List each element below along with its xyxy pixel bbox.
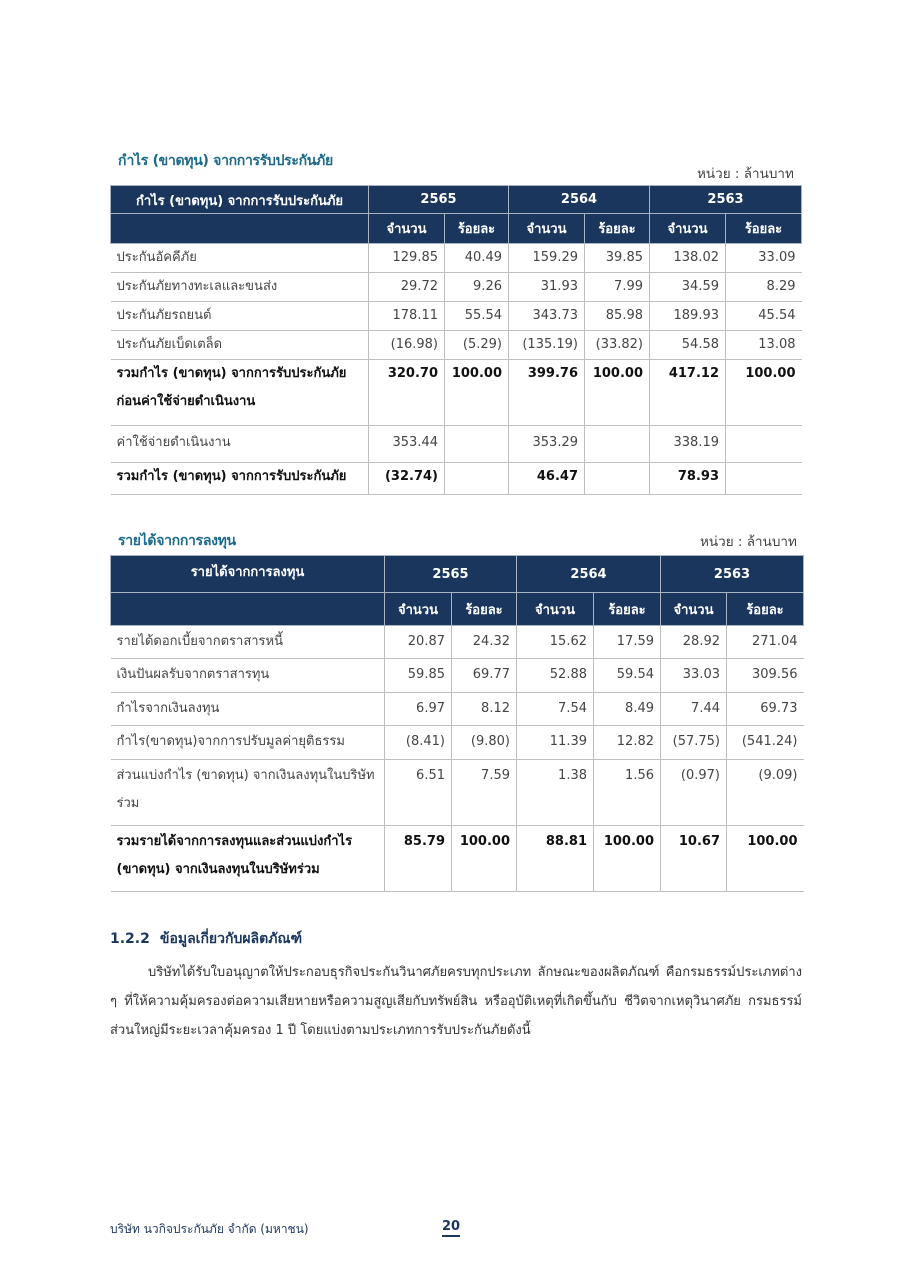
row-label-line2: ก่อนค่าใช้จ่ายดำเนินงาน	[116, 394, 256, 409]
cell-value: 11.39	[517, 726, 594, 760]
table-row	[111, 331, 802, 360]
table1-year-2565: 2565	[369, 186, 509, 214]
table2-sub-qty: จำนวน	[517, 593, 594, 626]
row-label: รวมกำไร (ขาดทุน) จากการรับประกันภัย	[111, 463, 369, 495]
cell-value: 8.29	[726, 273, 802, 302]
cell-value	[445, 463, 509, 495]
row-label: ประกันภัยรถยนต์	[111, 302, 369, 331]
cell-value: (9.80)	[452, 726, 517, 760]
table1-header-label: กำไร (ขาดทุน) จากการรับประกันภัย	[111, 186, 369, 214]
cell-value: 39.85	[585, 244, 650, 273]
table1-sub-qty: จำนวน	[509, 214, 585, 244]
cell-value: 8.12	[452, 693, 517, 726]
cell-value: 9.26	[445, 273, 509, 302]
table1-title: กำไร (ขาดทุน) จากการรับประกันภัย	[118, 153, 333, 169]
table-row-total	[111, 826, 804, 892]
cell-value: 46.47	[509, 463, 585, 495]
cell-value: 1.56	[594, 760, 661, 826]
cell-value: 100.00	[452, 826, 517, 892]
cell-value: 17.59	[594, 626, 661, 659]
cell-value: 320.70	[369, 360, 445, 426]
row-label	[111, 826, 385, 892]
cell-value: 69.77	[452, 659, 517, 693]
table1-unit: หน่วย : ล้านบาท	[697, 166, 794, 182]
cell-value: 40.49	[445, 244, 509, 273]
row-label	[111, 760, 385, 826]
section-number: 1.2.2	[110, 931, 150, 947]
cell-value	[445, 426, 509, 463]
cell-value: 353.29	[509, 426, 585, 463]
cell-value: 7.59	[452, 760, 517, 826]
table-row	[111, 693, 804, 726]
row-label: รายได้ดอกเบี้ยจากตราสารหนี้	[111, 626, 385, 659]
row-label: กำไร(ขาดทุน)จากการปรับมูลค่ายุติธรรม	[111, 726, 385, 760]
table2-sub-pct: ร้อยละ	[727, 593, 804, 626]
cell-value: 31.93	[509, 273, 585, 302]
cell-value	[585, 426, 650, 463]
cell-value: (5.29)	[445, 331, 509, 360]
cell-value: (8.41)	[385, 726, 452, 760]
table2-year-2563: 2563	[661, 556, 804, 593]
table-row	[111, 659, 804, 693]
cell-value: 15.62	[517, 626, 594, 659]
row-label-line2: (ขาดทุน) จากเงินลงทุนในบริษัทร่วม	[116, 862, 320, 877]
investment-income-table	[110, 555, 804, 892]
section-heading	[110, 928, 302, 950]
cell-value: 29.72	[369, 273, 445, 302]
cell-value: 24.32	[452, 626, 517, 659]
cell-value	[585, 463, 650, 495]
cell-value: 159.29	[509, 244, 585, 273]
cell-value: 100.00	[594, 826, 661, 892]
cell-value: 1.38	[517, 760, 594, 826]
underwriting-profit-table	[110, 185, 802, 495]
cell-value: 52.88	[517, 659, 594, 693]
footer-company-name: บริษัท นวกิจประกันภัย จำกัด (มหาชน)	[110, 1222, 309, 1236]
cell-value: 271.04	[727, 626, 804, 659]
table1-header-blank	[111, 214, 369, 244]
table-row	[111, 302, 802, 331]
cell-value: 85.79	[385, 826, 452, 892]
cell-value: 54.58	[650, 331, 726, 360]
cell-value: 343.73	[509, 302, 585, 331]
table2-sub-qty: จำนวน	[661, 593, 727, 626]
cell-value: 33.03	[661, 659, 727, 693]
row-label: ประกันอัคคีภัย	[111, 244, 369, 273]
table-row	[111, 426, 802, 463]
cell-value: 7.44	[661, 693, 727, 726]
cell-value: 178.11	[369, 302, 445, 331]
table-row-total	[111, 463, 802, 495]
row-label-line2: ร่วม	[116, 796, 140, 811]
row-label: ค่าใช้จ่ายดำเนินงาน	[111, 426, 369, 463]
cell-value: (9.09)	[727, 760, 804, 826]
table2-sub-qty: จำนวน	[385, 593, 452, 626]
table1-sub-pct: ร้อยละ	[445, 214, 509, 244]
cell-value: 88.81	[517, 826, 594, 892]
table2-unit: หน่วย : ล้านบาท	[700, 534, 797, 550]
row-label	[111, 360, 369, 426]
row-label-line1: รวมรายได้จากการลงทุนและส่วนแบ่งกำไร	[116, 834, 353, 849]
cell-value: 417.12	[650, 360, 726, 426]
section-paragraph	[110, 958, 802, 1045]
cell-value	[726, 426, 802, 463]
cell-value: (541.24)	[727, 726, 804, 760]
row-label: กำไรจากเงินลงทุน	[111, 693, 385, 726]
table1-sub-qty: จำนวน	[369, 214, 445, 244]
cell-value: 338.19	[650, 426, 726, 463]
cell-value: 399.76	[509, 360, 585, 426]
row-label: ประกันภัยทางทะเลและขนส่ง	[111, 273, 369, 302]
row-label: เงินปันผลรับจากตราสารทุน	[111, 659, 385, 693]
cell-value: 100.00	[445, 360, 509, 426]
table-row	[111, 760, 804, 826]
table-row	[111, 244, 802, 273]
row-label-line1: ส่วนแบ่งกำไร (ขาดทุน) จากเงินลงทุนในบริษัท	[116, 768, 375, 783]
cell-value: 45.54	[726, 302, 802, 331]
cell-value: (16.98)	[369, 331, 445, 360]
cell-value: 100.00	[726, 360, 802, 426]
cell-value: (57.75)	[661, 726, 727, 760]
cell-value: 59.85	[385, 659, 452, 693]
cell-value: 7.99	[585, 273, 650, 302]
table2-sub-pct: ร้อยละ	[452, 593, 517, 626]
table2-title: รายได้จากการลงทุน	[118, 533, 236, 549]
cell-value: 20.87	[385, 626, 452, 659]
paragraph-text: บริษัทได้รับใบอนุญาตให้ประกอบธุรกิจประกันวินาศภัยครบทุกประเภท ลักษณะของผลิตภัณฑ์ คือกรมธรรม์ประเภทต่าง ๆ ที่ให้ความคุ้มครองต่อความเสียหายหรือความสูญเสียกับทรัพย์สิน หรืออุบัติเหตุที่เกิดขึ้นกับ ชีวิตจากเหตุวินาศภัย กรมธรรม์ส่วนใหญ่มีระยะเวลาคุ้มครอง 1 ปี โดยแบ่งตามประเภทการรับประกันภัยดังนี้	[110, 965, 802, 1038]
cell-value: 6.97	[385, 693, 452, 726]
cell-value: (0.97)	[661, 760, 727, 826]
table-row	[111, 626, 804, 659]
cell-value: 189.93	[650, 302, 726, 331]
table1-sub-pct: ร้อยละ	[726, 214, 802, 244]
cell-value: 78.93	[650, 463, 726, 495]
table1-sub-pct: ร้อยละ	[585, 214, 650, 244]
cell-value: (135.19)	[509, 331, 585, 360]
table-row-subtotal	[111, 360, 802, 426]
cell-value: 309.56	[727, 659, 804, 693]
table1-sub-qty: จำนวน	[650, 214, 726, 244]
cell-value: 12.82	[594, 726, 661, 760]
cell-value: (32.74)	[369, 463, 445, 495]
table2-year-2564: 2564	[517, 556, 661, 593]
cell-value: 353.44	[369, 426, 445, 463]
cell-value: 34.59	[650, 273, 726, 302]
table1-year-2563: 2563	[650, 186, 802, 214]
cell-value: (33.82)	[585, 331, 650, 360]
cell-value: 69.73	[727, 693, 804, 726]
page-number: 20	[442, 1219, 460, 1237]
cell-value: 100.00	[727, 826, 804, 892]
table-row	[111, 726, 804, 760]
cell-value: 138.02	[650, 244, 726, 273]
table2-header-blank	[111, 593, 385, 626]
table2-sub-pct: ร้อยละ	[594, 593, 661, 626]
cell-value: 100.00	[585, 360, 650, 426]
cell-value	[726, 463, 802, 495]
cell-value: 33.09	[726, 244, 802, 273]
table-row	[111, 273, 802, 302]
table1-year-2564: 2564	[509, 186, 650, 214]
cell-value: 7.54	[517, 693, 594, 726]
cell-value: 13.08	[726, 331, 802, 360]
cell-value: 28.92	[661, 626, 727, 659]
cell-value: 6.51	[385, 760, 452, 826]
cell-value: 129.85	[369, 244, 445, 273]
cell-value: 55.54	[445, 302, 509, 331]
section-title: ข้อมูลเกี่ยวกับผลิตภัณฑ์	[159, 931, 303, 947]
row-label: ประกันภัยเบ็ดเตล็ด	[111, 331, 369, 360]
table2-year-2565: 2565	[385, 556, 517, 593]
table2-header-label: รายได้จากการลงทุน	[111, 556, 385, 593]
cell-value: 85.98	[585, 302, 650, 331]
cell-value: 59.54	[594, 659, 661, 693]
row-label-line1: รวมกำไร (ขาดทุน) จากการรับประกันภัย	[116, 366, 347, 381]
cell-value: 8.49	[594, 693, 661, 726]
cell-value: 10.67	[661, 826, 727, 892]
